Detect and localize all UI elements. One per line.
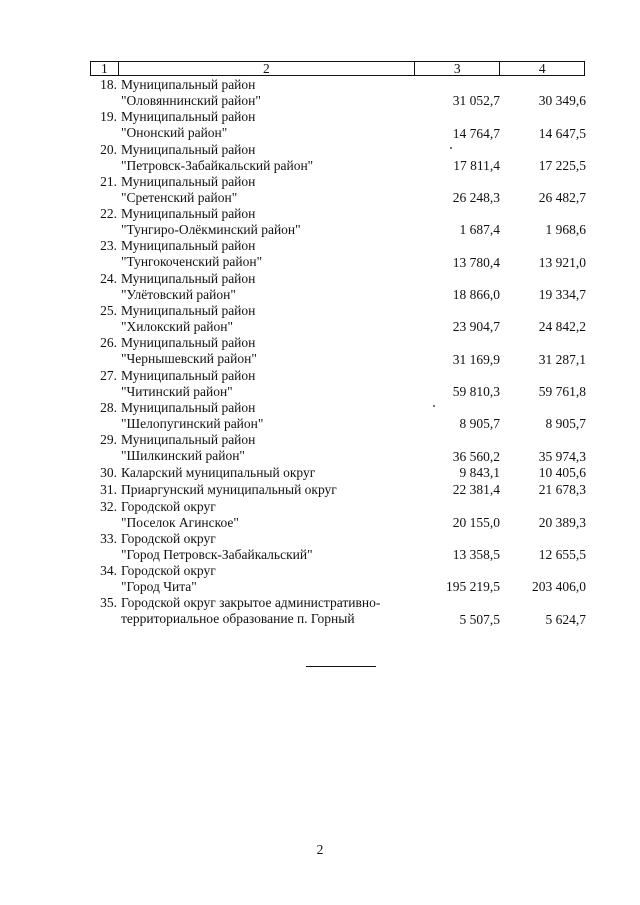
row-name-line-1: Муниципальный район: [121, 238, 256, 254]
table-row: [0, 174, 640, 206]
row-number: 33.: [100, 530, 117, 546]
table-row: [0, 400, 640, 432]
scan-speck: [450, 147, 452, 149]
row-value-col-4: 8 905,7: [545, 416, 586, 432]
row-number: 35.: [100, 595, 117, 611]
row-name-line-2: "Чернышевский район": [121, 351, 257, 367]
row-number: 26.: [100, 335, 117, 351]
table-row: [0, 206, 640, 238]
row-value-col-4: 12 655,5: [538, 547, 586, 563]
table-row: [0, 368, 640, 400]
row-number: 21.: [100, 173, 117, 189]
row-number: 32.: [100, 498, 117, 514]
row-value-col-3: 13 780,4: [452, 254, 500, 270]
row-name-line-1: Муниципальный район: [121, 141, 256, 157]
row-value-col-4: 26 482,7: [538, 190, 586, 206]
table-row: [0, 271, 640, 303]
header-col-4: 4: [500, 62, 585, 76]
row-name-line-1: Муниципальный район: [121, 173, 256, 189]
row-value-col-4: 203 406,0: [532, 579, 586, 595]
table-row: [0, 499, 640, 531]
row-value-col-4: 24 842,2: [538, 319, 586, 335]
row-number: 29.: [100, 432, 117, 448]
row-value-col-3: 14 764,7: [452, 125, 500, 141]
table-row: [0, 335, 640, 367]
row-value-col-4: 14 647,5: [538, 125, 586, 141]
row-value-col-4: 20 389,3: [538, 514, 586, 530]
page-number: 2: [316, 842, 324, 857]
row-value-col-3: 31 169,9: [452, 351, 500, 367]
row-value-col-4: 10 405,6: [538, 464, 586, 480]
table-row: [0, 482, 640, 499]
row-value-col-3: 36 560,2: [452, 448, 500, 464]
column-header-table: [90, 61, 585, 76]
row-value-col-3: 26 248,3: [452, 190, 500, 206]
table-row: [0, 595, 640, 627]
row-number: 23.: [100, 238, 117, 254]
table-row: [0, 432, 640, 464]
row-name-line-2: "Шилкинский район": [121, 448, 245, 464]
row-name-line-2: "Шелопугинский район": [121, 415, 264, 431]
row-value-col-3: 23 904,7: [452, 319, 500, 335]
table-body: [0, 77, 640, 628]
row-number: 30.: [100, 464, 117, 480]
row-name-line-2: "Читинский район": [121, 383, 233, 399]
row-number: 27.: [100, 367, 117, 383]
row-value-col-3: 17 811,4: [453, 157, 500, 173]
row-value-col-3: 31 052,7: [452, 93, 500, 109]
header-col-1: 1: [91, 62, 119, 76]
row-value-col-3: 9 843,1: [459, 464, 500, 480]
row-name-line-2: "Город Петровск-Забайкальский": [121, 546, 313, 562]
row-number: 22.: [100, 206, 117, 222]
row-value-col-4: 35 974,3: [538, 448, 586, 464]
row-value-col-3: 195 219,5: [446, 579, 500, 595]
row-value-col-4: 1 968,6: [545, 222, 586, 238]
row-number: 18.: [100, 77, 117, 92]
row-name-line-1: Муниципальный район: [121, 270, 256, 286]
row-value-col-3: 5 507,5: [459, 611, 500, 627]
row-name-line-1: Городской округ закрытое административно-: [121, 595, 381, 611]
row-value-col-3: 59 810,3: [452, 383, 500, 399]
table-row: [0, 563, 640, 595]
row-number: 28.: [100, 399, 117, 415]
row-value-col-4: 17 225,5: [538, 157, 586, 173]
row-name-line-1: Муниципальный район: [121, 335, 256, 351]
row-value-col-3: 18 866,0: [452, 287, 500, 303]
row-name-line-1: Каларский муниципальный округ: [121, 464, 316, 480]
row-name-line-1: Городской округ: [121, 563, 216, 579]
row-value-col-3: 22 381,4: [452, 481, 500, 497]
row-value-col-3: 8 905,7: [459, 416, 500, 432]
row-number: 25.: [100, 303, 117, 319]
row-value-col-4: 31 287,1: [538, 351, 586, 367]
row-name-line-2: "Тунгиро-Олёкминский район": [121, 222, 301, 238]
row-name-line-1: Городской округ: [121, 498, 216, 514]
row-number: 34.: [100, 563, 117, 579]
row-number: 24.: [100, 270, 117, 286]
row-value-col-4: 30 349,6: [538, 93, 586, 109]
row-value-col-4: 5 624,7: [545, 611, 586, 627]
row-name-line-2: "Сретенский район": [121, 189, 238, 205]
table-row: [0, 77, 640, 109]
row-name-line-2: "Улётовский район": [121, 286, 236, 302]
row-name-line-1: Муниципальный район: [121, 109, 256, 125]
row-name-line-1: Городской округ: [121, 530, 216, 546]
row-name-line-2: "Тунгокоченский район": [121, 254, 263, 270]
row-number: 31.: [100, 481, 117, 497]
row-value-col-3: 1 687,4: [459, 222, 500, 238]
table-row: [0, 142, 640, 174]
row-name-line-2: "Ононский район": [121, 125, 228, 141]
row-name-line-2: "Хилокский район": [121, 319, 234, 335]
row-value-col-3: 20 155,0: [452, 514, 500, 530]
table-row: [0, 303, 640, 335]
row-number: 20.: [100, 141, 117, 157]
row-name-line-1: Приаргунский муниципальный округ: [121, 481, 337, 497]
row-name-line-1: Муниципальный район: [121, 367, 256, 383]
row-value-col-4: 13 921,0: [538, 254, 586, 270]
row-name-line-1: Муниципальный район: [121, 432, 256, 448]
row-value-col-3: 13 358,5: [452, 547, 500, 563]
table-row: [0, 238, 640, 270]
row-name-line-2: "Поселок Агинское": [121, 514, 239, 530]
row-value-col-4: 59 761,8: [538, 383, 586, 399]
scan-speck: [433, 405, 435, 407]
table-row: [0, 109, 640, 141]
row-name-line-1: Муниципальный район: [121, 303, 256, 319]
header-col-2: 2: [118, 62, 414, 76]
table-row: [0, 531, 640, 563]
row-value-col-4: 19 334,7: [538, 287, 586, 303]
row-name-line-1: Муниципальный район: [121, 206, 256, 222]
table-row: [0, 465, 640, 482]
row-number: 19.: [100, 109, 117, 125]
row-value-col-4: 21 678,3: [538, 481, 586, 497]
row-name-line-2: "Оловяннинский район": [121, 93, 261, 108]
row-name-line-2: территориальное образование п. Горный: [121, 611, 355, 627]
end-divider-line: [306, 666, 376, 667]
row-name-line-2: "Город Чита": [121, 579, 197, 595]
row-name-line-2: "Петровск-Забайкальский район": [121, 157, 314, 173]
row-name-line-1: Муниципальный район: [121, 77, 256, 92]
row-name-line-1: Муниципальный район: [121, 399, 256, 415]
header-col-3: 3: [414, 62, 499, 76]
